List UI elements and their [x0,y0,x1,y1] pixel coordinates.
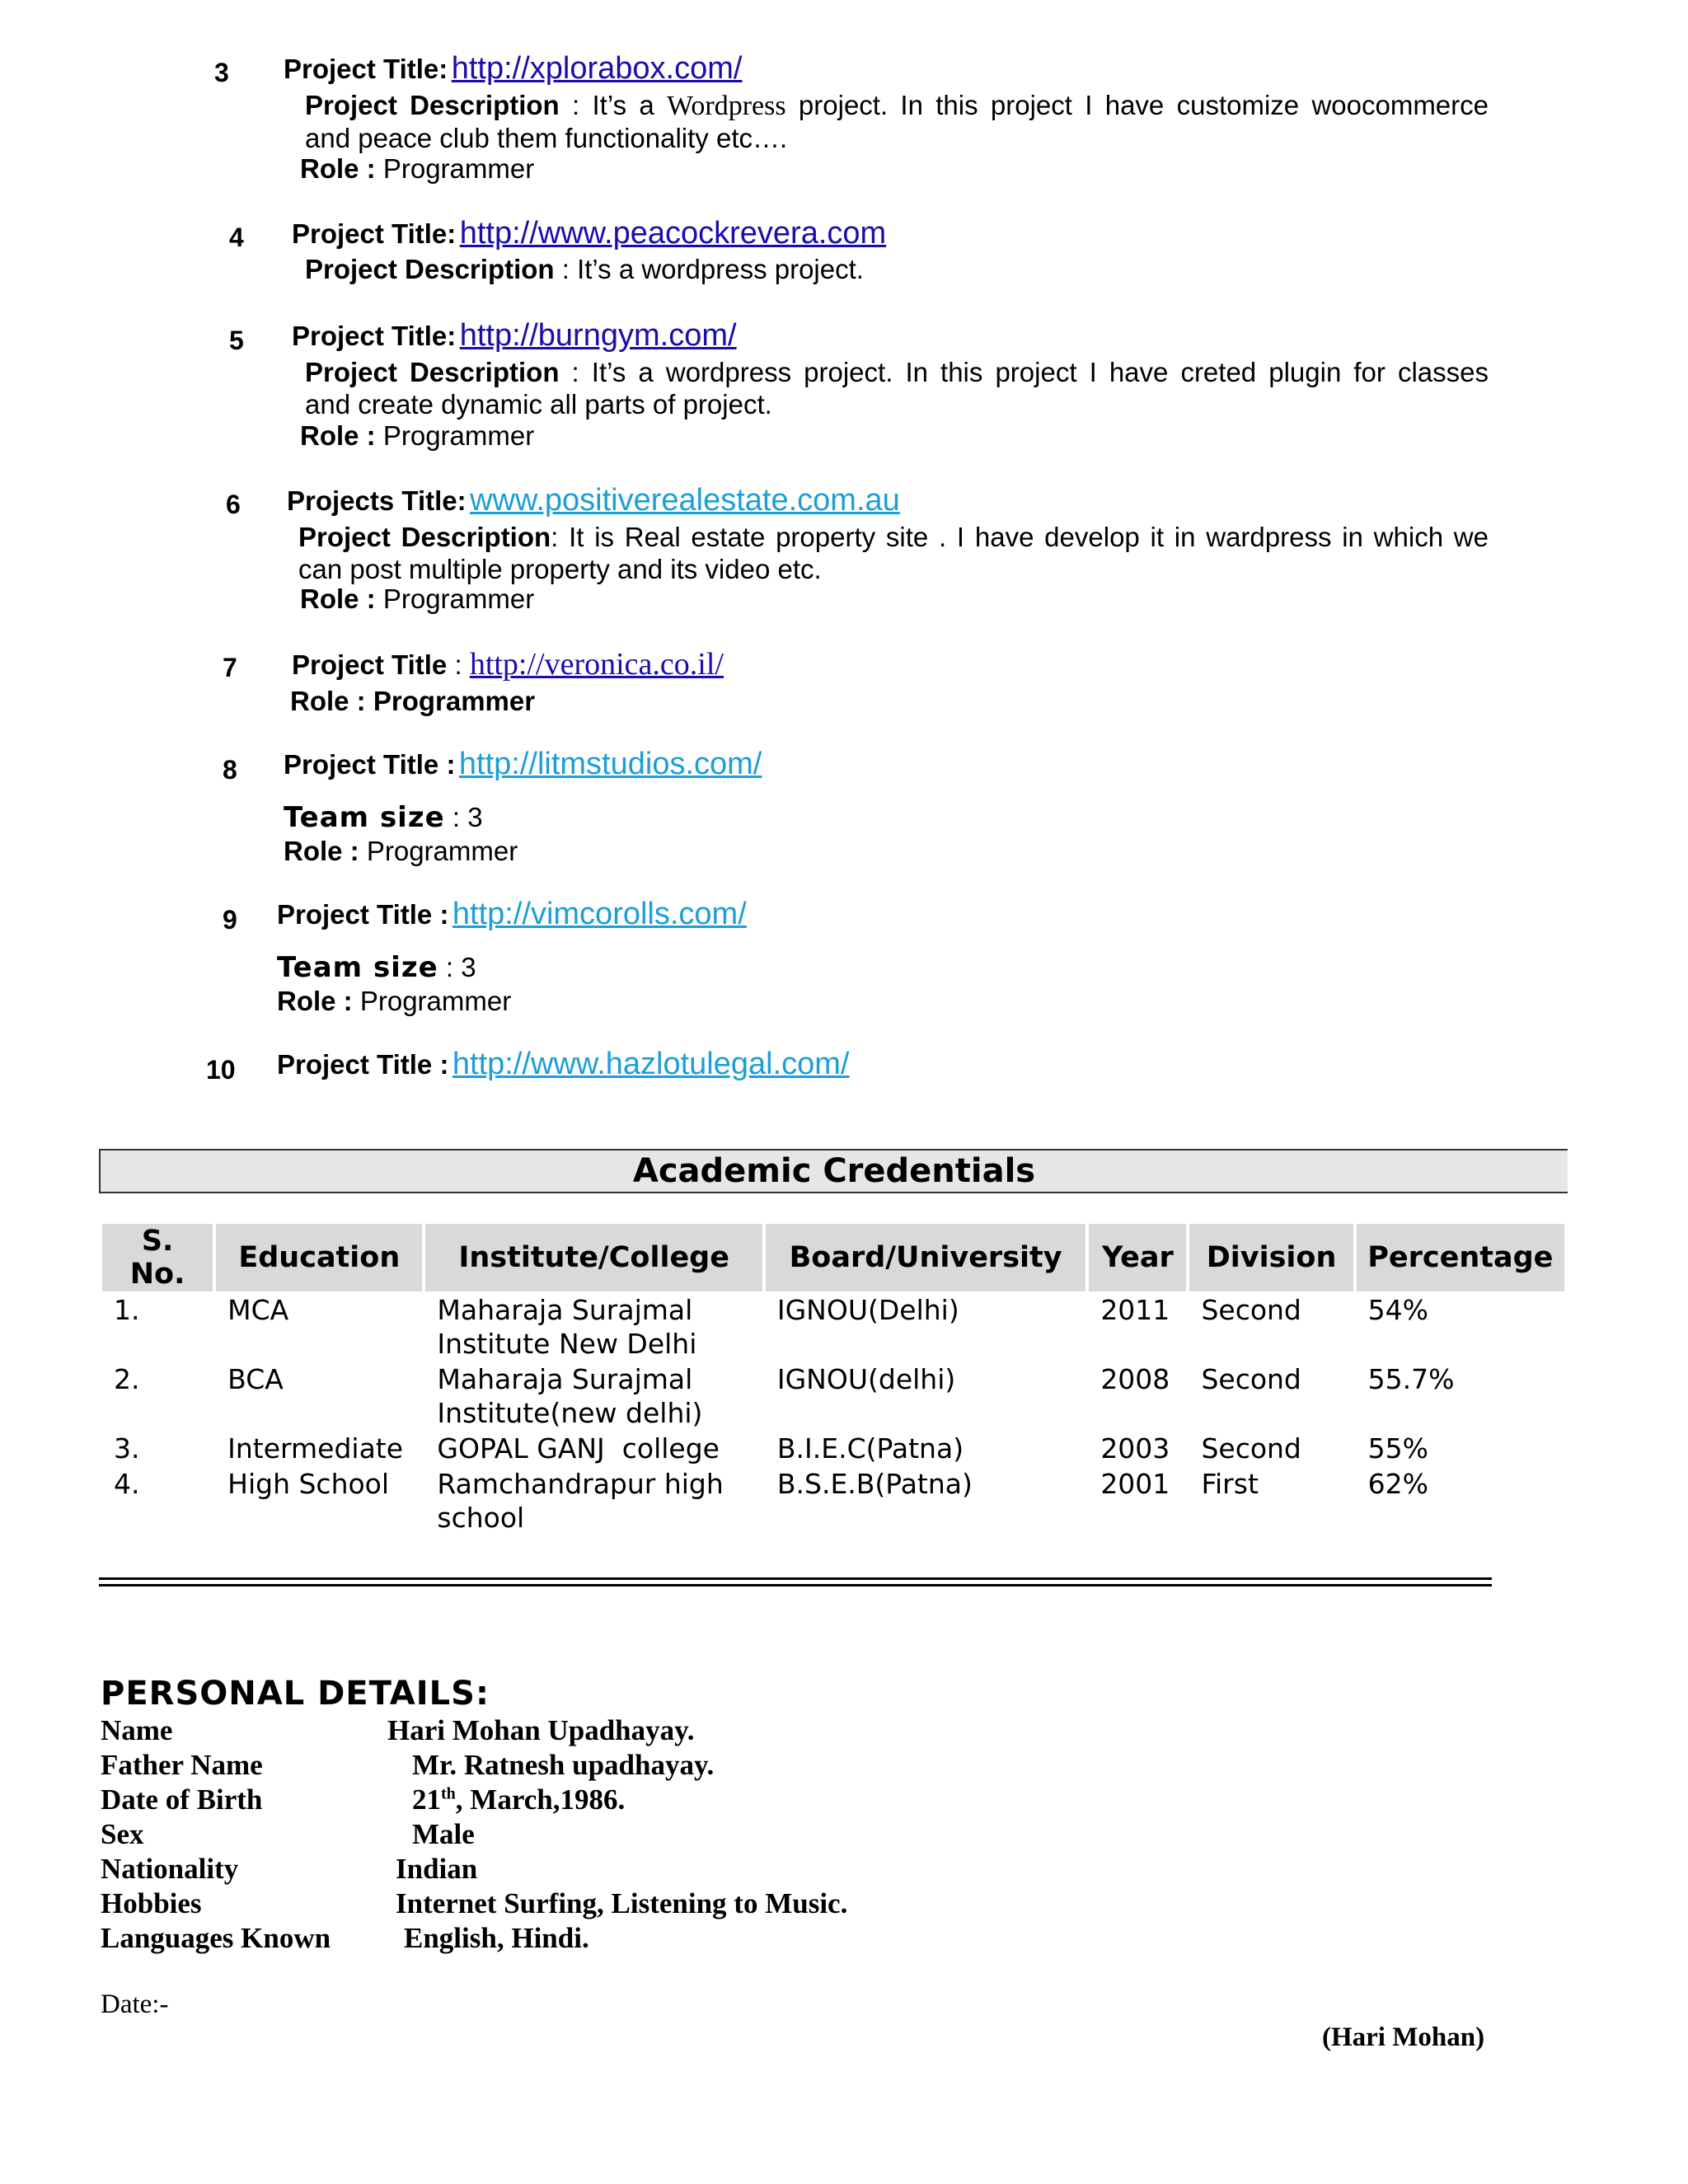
team-size-value: : 3 [444,802,483,832]
role-value: Programmer [352,986,512,1016]
label-hobbies: Hobbies [101,1887,202,1919]
cell-year: 2008 [1100,1363,1170,1395]
cell-board: B.I.E.C(Patna) [776,1432,964,1465]
project-link[interactable]: http://www.peacockrevera.com [459,216,887,251]
project-title-label: Projects Title: [287,485,467,516]
section-heading-academic: Academic Credentials [99,1149,1568,1193]
project-role [300,583,534,615]
team-size-value: : 3 [438,952,476,982]
cell-education: High School [227,1468,390,1500]
label-nationality: Nationality [101,1853,239,1885]
col-header-board: Board/University [766,1224,1085,1291]
project-title-label: Project Title: [292,321,457,351]
section-heading-personal: PERSONAL DETAILS: [101,1675,490,1713]
cell-institute: Maharaja Surajmal Institute New Delhi [437,1294,697,1360]
desc-line-2: can post multiple property and its video etc. [298,554,822,584]
cell-board: B.S.E.B(Patna) [776,1468,973,1500]
project-role: Role : Programmer [290,686,536,716]
role-label: Role : [300,420,376,451]
date-label: Date:- [101,1990,169,2019]
role-value: Programmer [359,836,518,866]
desc-text: : It’s a wordpress project. [554,254,864,284]
cell-institute: GOPAL GANJ college [437,1432,720,1465]
value-father-name: Mr. Ratnesh upadhayay. [412,1749,715,1781]
desc-text: : It is Real estate property site . I have develop it in wardpress in which we [551,522,1489,552]
desc-line-2: and peace club them functionality etc…. [305,123,788,153]
project-link[interactable]: http://litmstudios.com/ [458,747,762,781]
cell-division: Second [1201,1363,1301,1395]
signature-name: (Hari Mohan) [1322,2022,1485,2052]
value-name: Hari Mohan Upadhayay. [387,1714,695,1746]
cell-year: 2011 [1100,1294,1170,1326]
project-title-label: Project Title : [284,749,456,780]
project-number: 3 [214,58,229,87]
role-label: Role : [284,836,359,866]
project-link[interactable]: http://vimcorolls.com/ [452,897,747,931]
cell-sno: 3. [114,1432,140,1465]
project-title-label: Project Title [292,649,448,680]
dob-day: 21 [412,1783,441,1816]
col-header-institute: Institute/College [425,1224,762,1291]
dob-rest: , March,1986. [455,1783,626,1816]
project-title-label: Project Title : [277,899,449,930]
table-row [102,1430,1564,1465]
cell-percentage: 54% [1367,1294,1429,1326]
title-separator: : [447,649,470,680]
role-label: Role : [277,986,353,1016]
cell-year: 2001 [1100,1468,1170,1500]
project-title-label: Project Title: [292,218,457,249]
role-label: Role : [300,583,376,614]
cell-sno: 2. [114,1363,140,1395]
cell-percentage: 62% [1367,1468,1429,1500]
dob-suffix: th [441,1784,456,1803]
table-row [102,1361,1564,1430]
label-sex: Sex [101,1818,144,1850]
label-dob: Date of Birth [101,1783,263,1816]
desc-label: Project Description [298,522,551,552]
project-number: 8 [223,755,237,785]
project-title-row [292,646,724,682]
cell-education: Intermediate [227,1432,404,1465]
role-label: Role : [300,153,376,184]
cell-division: Second [1201,1294,1301,1326]
academic-table [99,1224,1568,1535]
project-number: 7 [223,653,237,682]
value-hobbies: Internet Surfing, Listening to Music. [396,1887,848,1919]
cell-division: First [1201,1468,1259,1500]
project-number: 6 [226,490,241,519]
project-title-label: Project Title : [277,1049,449,1080]
project-title-row [277,1047,849,1082]
col-header-sno: S. No. [102,1224,213,1291]
col-header-division: Division [1189,1224,1353,1291]
cell-board: IGNOU(delhi) [776,1363,956,1395]
value-languages: English, Hindi. [404,1922,589,1954]
project-link[interactable]: http://veronica.co.il/ [469,647,724,682]
value-nationality: Indian [396,1853,478,1885]
cell-board: IGNOU(Delhi) [776,1294,959,1326]
desc-label: Project Description [305,90,560,120]
value-sex: Male [412,1818,475,1850]
project-number: 5 [229,326,244,355]
divider [99,1577,1492,1580]
project-role [300,153,534,185]
role-value: Programmer [375,583,535,614]
project-number: 9 [223,905,237,935]
project-link[interactable]: http://xplorabox.com/ [451,51,743,86]
table-header-row [102,1224,1564,1291]
desc-text-rest: project. In this project I have customize woocommerce [785,90,1489,120]
label-languages: Languages Known [101,1922,331,1954]
col-header-education: Education [216,1224,422,1291]
cell-percentage: 55.7% [1367,1363,1455,1395]
divider [99,1584,1492,1586]
value-dob [412,1783,625,1816]
desc-label: Project Description [305,357,560,387]
col-header-year: Year [1089,1224,1186,1291]
project-link[interactable]: http://burngym.com/ [459,318,737,353]
role-value: Programmer [375,153,535,184]
cell-year: 2003 [1100,1432,1170,1465]
label-father-name: Father Name [101,1749,263,1781]
cell-percentage: 55% [1367,1432,1429,1465]
project-link[interactable]: www.positiverealestate.com.au [470,483,900,518]
cell-sno: 1. [114,1294,140,1326]
project-title-row [284,747,762,782]
role-value: Programmer [375,420,535,451]
cell-sno: 4. [114,1468,140,1500]
col-header-percentage: Percentage [1357,1224,1564,1291]
team-size-label: Team size [284,801,445,834]
project-role [277,986,511,1017]
project-description [305,356,1489,420]
project-title-label: Project Title: [284,54,448,84]
cell-division: Second [1201,1432,1301,1465]
project-description [305,254,864,285]
project-number: 4 [229,223,244,252]
desc-text: : It’s a [559,90,668,120]
desc-text-wordpress: Wordpress [667,91,786,121]
project-description [298,521,1489,585]
project-title-row [277,897,747,932]
table-row [102,1291,1564,1361]
project-role [284,836,518,867]
project-link[interactable]: http://www.hazlotulegal.com/ [452,1047,850,1081]
project-description [305,89,1489,154]
project-title-row [287,483,900,518]
project-number: 10 [206,1055,236,1085]
cell-institute: Ramchandrapur high school [437,1468,724,1534]
project-title-row [292,318,737,354]
desc-label: Project Description [305,254,555,284]
desc-text: : It’s a wordpress project. In this project I have creted plugin for classes [559,357,1489,387]
cell-institute: Maharaja Surajmal Institute(new delhi) [437,1363,703,1429]
project-team-size [277,951,476,984]
project-title-row [284,51,742,87]
label-name: Name [101,1714,173,1746]
team-size-label: Team size [277,951,438,984]
desc-line-2: and create dynamic all parts of project. [305,389,772,419]
table-row [102,1465,1564,1535]
project-role [300,420,534,452]
project-team-size [284,801,483,834]
cell-education: MCA [227,1294,289,1326]
cell-education: BCA [227,1363,284,1395]
project-title-row [292,216,886,251]
